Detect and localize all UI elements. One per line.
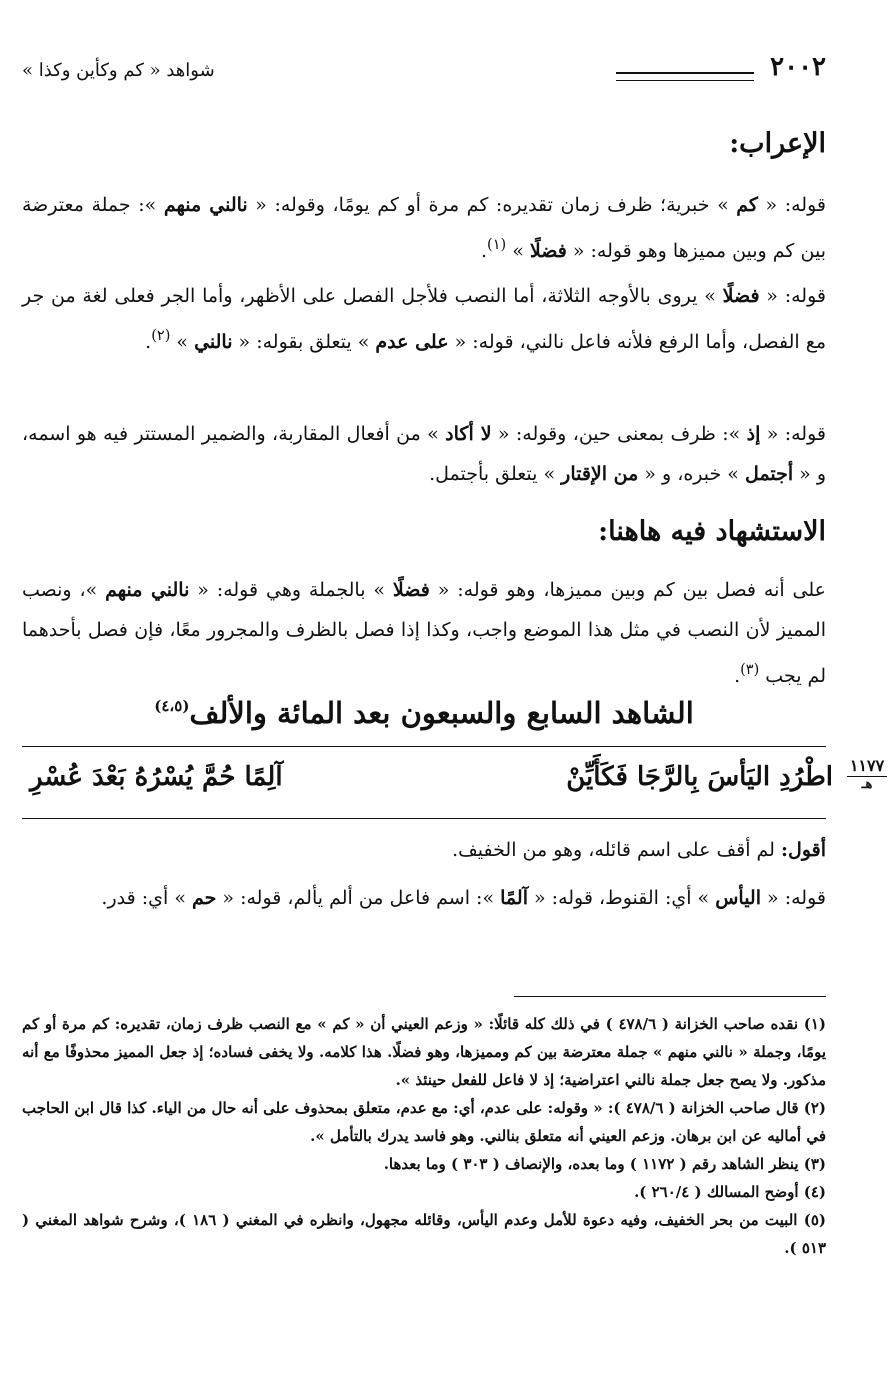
term-kam: كم	[736, 194, 758, 216]
commentary-paragraph-1: أقول: لم أقف على اسم قائله، وهو من الخفيف.	[452, 839, 826, 861]
term-ala-adam: على عدم	[375, 331, 449, 353]
term-nalani-minhum: نالني منهم	[105, 579, 190, 601]
term-fadlan: فضلًا	[529, 240, 567, 262]
term-min-al-iqtar: من الإقتار	[561, 463, 639, 485]
irab-paragraph-1: قوله: « كم » خبرية؛ ظرف زمان تقديره: كم مرة أو كم يومًا، وقوله: « نالني منهم »: جملة معترضة بين كم وبين مميزها وهو قوله: « فضلًا » $^{(١)}$.	[22, 194, 826, 262]
running-title: شواهد « كم وكأين وكذا »	[22, 60, 215, 81]
aqulu-label: أقول:	[781, 839, 826, 861]
footnote-ref-4-5: (٤،٥)	[154, 697, 190, 715]
term-al-yas: اليأس	[715, 887, 762, 909]
header-double-rule	[616, 72, 754, 81]
irab-paragraph-3: قوله: « إذ »: ظرف بمعنى حين، وقوله: « لا أكاد » من أفعال المقاربة، والضمير المستتر فيه هو اسمه، و « أجتمل » خبره، و « من الإقتار » يتعلق بأجتمل.	[22, 423, 826, 485]
term-fadlan: فضلًا	[722, 285, 760, 307]
istishhad-heading: الاستشهاد فيه هاهنا:	[598, 516, 826, 547]
verse-number: ١١٧٧ هـ	[847, 758, 887, 793]
footnotes	[22, 1010, 826, 1262]
verse-bottom-rule	[22, 818, 826, 819]
verse-hemistich-2: آلِمًا حُمَّ يُسْرُهُ بَعْدَ عُسْرِ	[30, 762, 283, 792]
footnote-ref-3: (٣)	[740, 662, 760, 678]
verse-hemistich-1: اطْرُدِ اليَأسَ بِالرَّجَا فَكَأَيِّنْ	[566, 762, 833, 792]
term-nalani: نالني	[194, 331, 233, 353]
term-fadlan: فضلًا	[392, 579, 430, 601]
term-idh: إذ	[746, 423, 761, 445]
footnote-2: (٢) قال صاحب الخزانة ( ٤٧٨/٦ ): « وقوله: على عدم، أي: مع عدم، متعلق بمحذوف على أنه حال من الياء. كذا قال ابن الحاجب في أماليه عن ابن برهان. وزعم العيني أنه متعلق بنالني. وهو فاسد يدرك بالتأمل ».	[22, 1099, 826, 1145]
footnote-ref-1: (١)	[487, 237, 507, 253]
footnote-5: (٥) البيت من بحر الخفيف، وفيه دعوة للأمل وعدم اليأس، وقائله مجهول، وانظره في المغني ( ١٨٦ )، وشرح شواهد المغني ( ٥١٣ ).	[22, 1211, 826, 1257]
istishhad-paragraph: على أنه فصل بين كم وبين مميزها، وهو قوله: « فضلًا » بالجملة وهي قوله: « نالني منهم »، ونصب المميز لأن النصب في مثل هذا الموضع واجب، وكذا إذا فصل بالظرف والمجرور معًا، فإن فصل بأحدهما لم يجب $^{(٣)}$.	[22, 579, 827, 687]
term-la-akadu: لا أكاد	[445, 423, 492, 445]
commentary-paragraph-2: قوله: « اليأس » أي: القنوط، قوله: « آلمًا »: اسم فاعل من ألم يألم، قوله: « حم » أي: قدر.	[101, 887, 826, 909]
term-alima: آلمًا	[500, 887, 528, 909]
footnote-4: (٤) أوضح المسالك ( ٢٦٠/٤ ).	[634, 1183, 826, 1201]
term-ajtamil: أجتمل	[744, 463, 794, 485]
page-number: ٢٠٠٢	[770, 52, 826, 82]
footnote-1: (١) نقده صاحب الخزانة ( ٤٧٨/٦ ) في ذلك كله قائلًا: « وزعم العيني أن « كم » مع النصب ظرف زمان، تقديره: كم مرة أو كم يومًا، وجملة « نالني منهم » جملة معترضة بين كم ومميزها، وهو فضلًا. هذا كلامه. ولا يخفى فساده؛ إذ جعل المميز محذوفًا مع أنه مذكور. ولا يصح جعل جملة نالني اعتراضية؛ إذ لا فاعل للفعل حينئذ ».	[22, 1015, 826, 1089]
verse-top-rule	[22, 746, 826, 747]
footnote-separator	[514, 996, 826, 997]
footnote-3: (٣) ينظر الشاهد رقم ( ١١٧٢ ) وما بعده، والإنصاف ( ٣٠٣ ) وما بعدها.	[383, 1155, 826, 1173]
term-humma: حم	[192, 887, 217, 909]
irab-paragraph-2: قوله: « فضلًا » يروى بالأوجه الثلاثة، أما النصب فلأجل الفصل على الأظهر، وأما الجر فعلى لغة من جر مع الفصل، وأما الرفع فلأنه فاعل نالني، قوله: « على عدم » يتعلق بقوله: « نالني » $^{(٢)}$.	[22, 285, 826, 353]
footnote-ref-2: (٢)	[151, 328, 171, 344]
irab-heading: الإعراب:	[729, 128, 826, 159]
running-header	[22, 52, 826, 92]
term-nalani-minhum: نالني منهم	[163, 194, 248, 216]
shahid-title: الشاهد السابع والسبعون بعد المائة والألف$^{(٤،٥)}$	[154, 696, 694, 730]
